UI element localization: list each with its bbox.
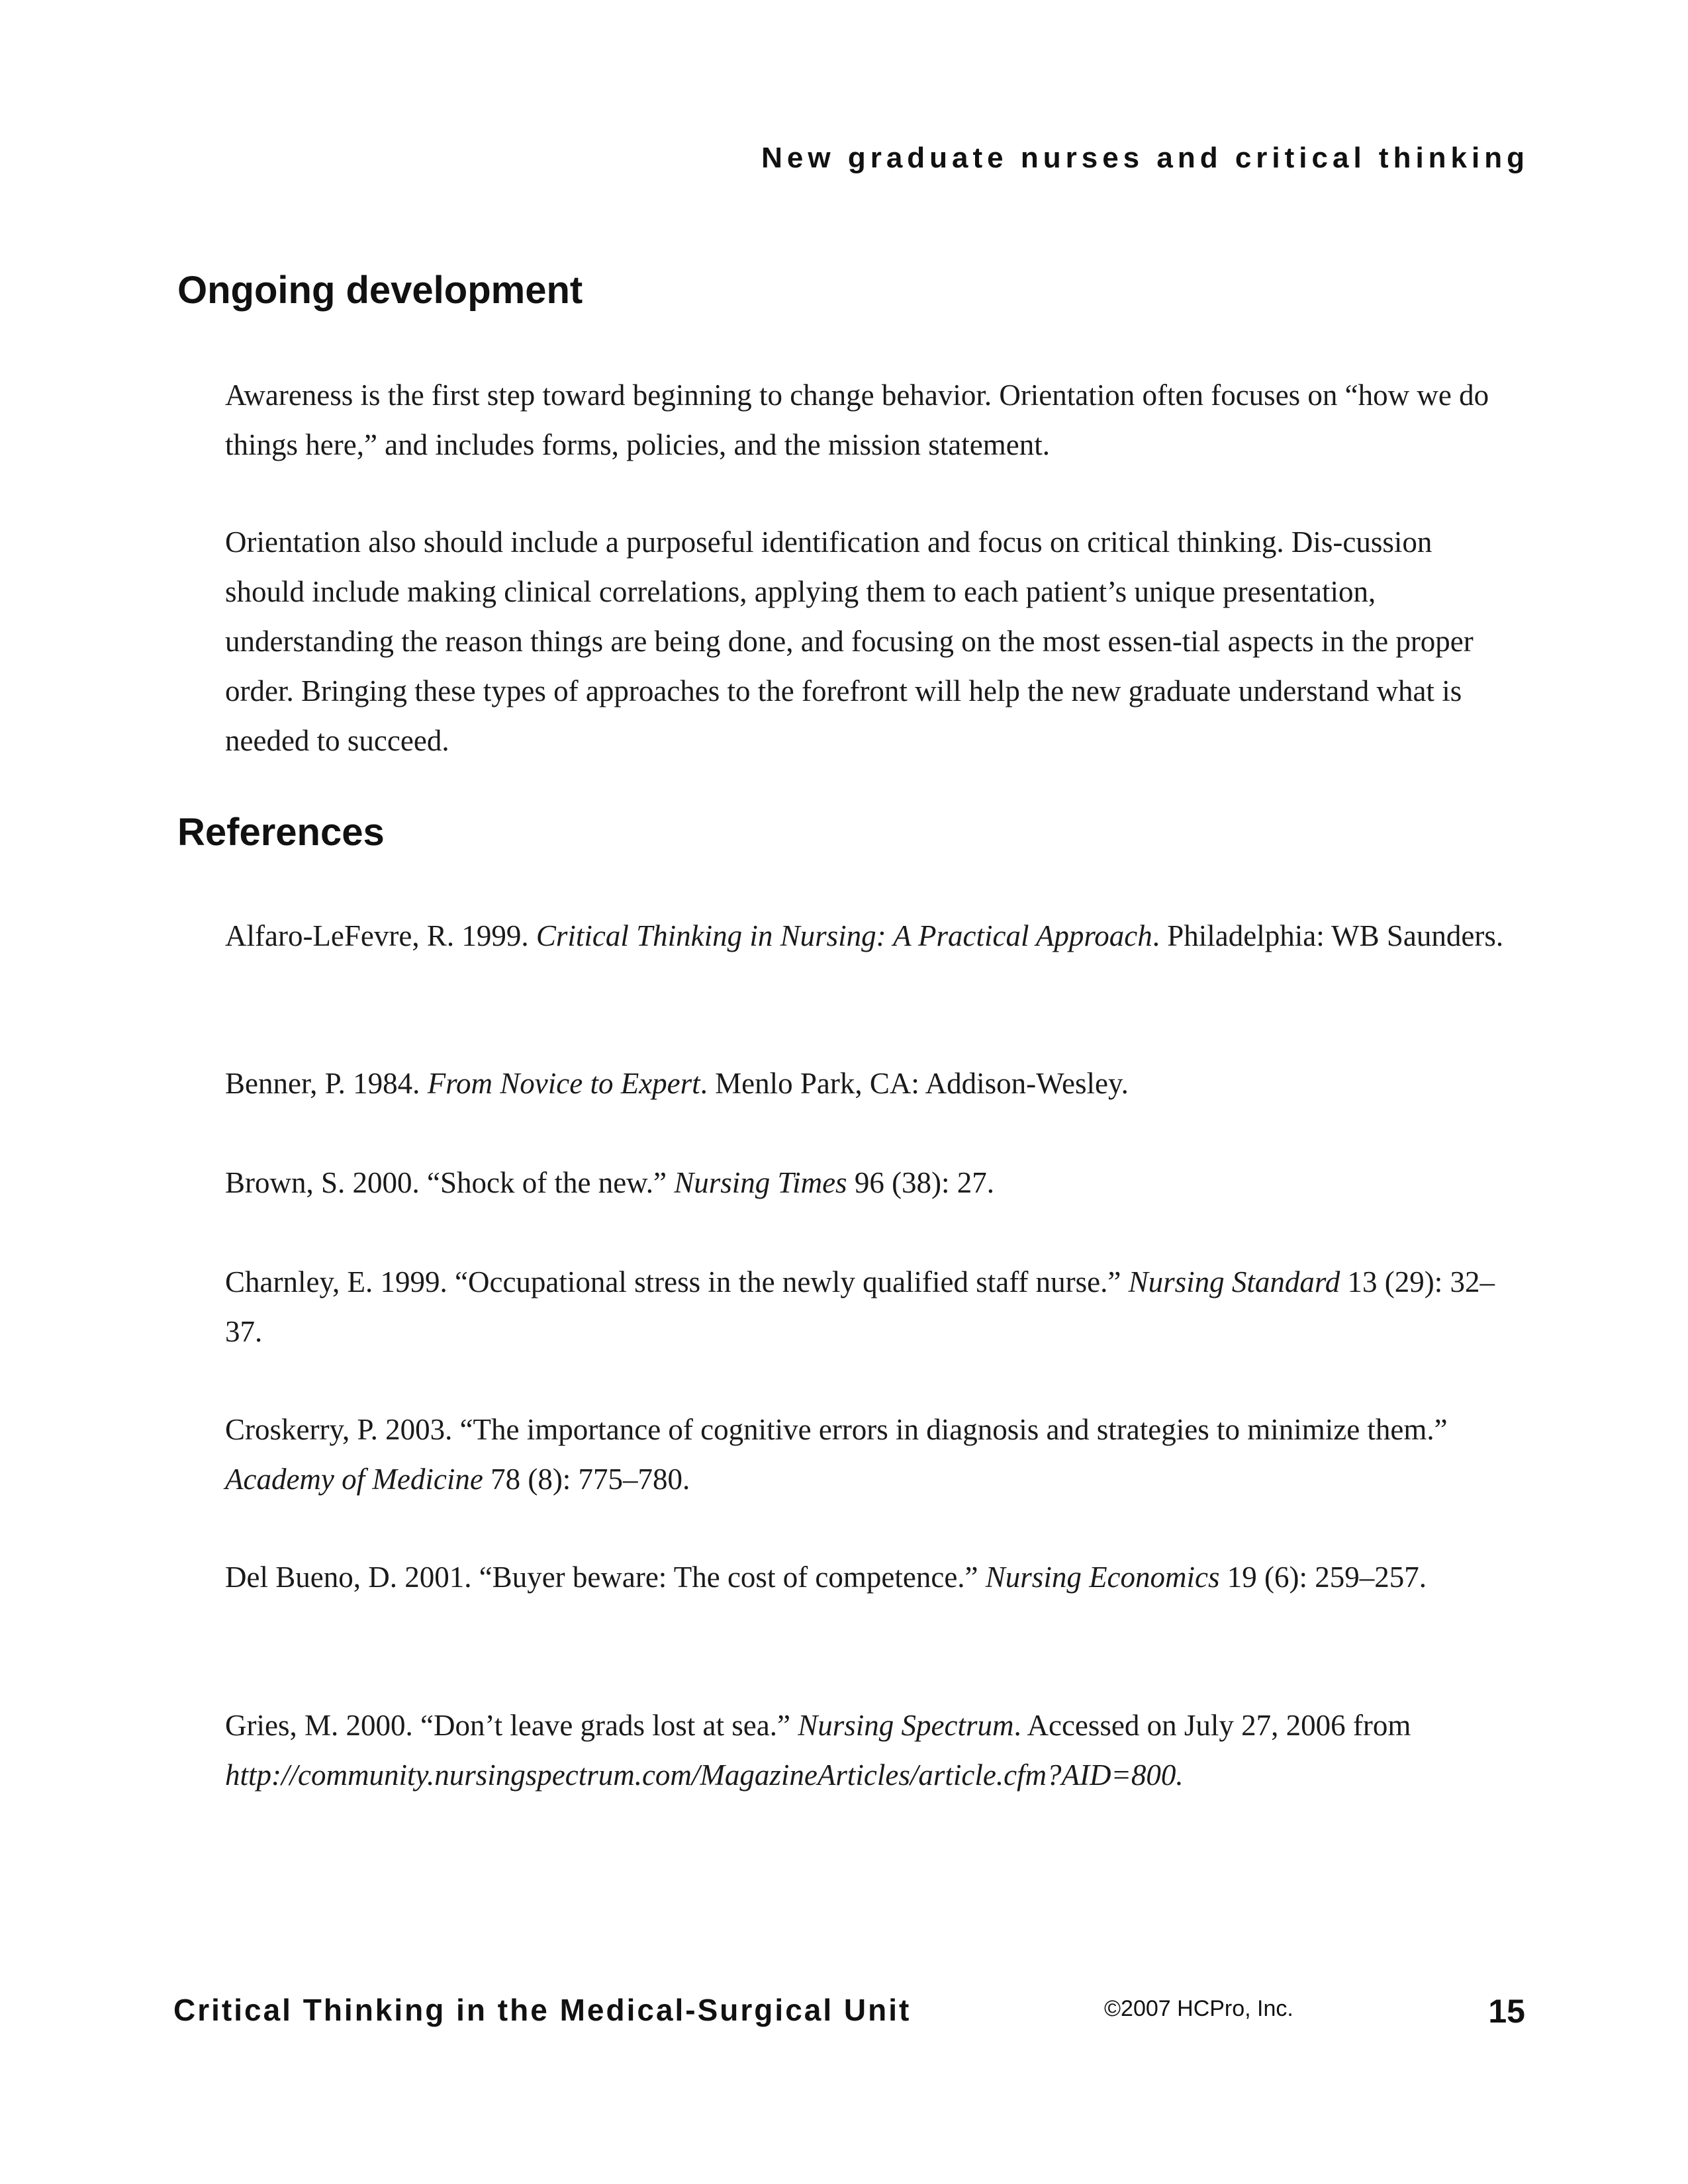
reference-title: Academy of Medicine xyxy=(225,1463,483,1496)
reference-title: Nursing Standard xyxy=(1128,1265,1340,1298)
reference-title: Nursing Economics xyxy=(985,1561,1220,1594)
reference-item xyxy=(225,1158,1506,1208)
running-head: New graduate nurses and critical thinking xyxy=(761,142,1529,174)
reference-text: 19 (6): 259–257. xyxy=(1219,1561,1427,1594)
reference-text: Benner, P. 1984. xyxy=(225,1067,428,1100)
footer-book-title: Critical Thinking in the Medical-Surgical Unit xyxy=(173,1993,912,2027)
reference-text: . Menlo Park, CA: Addison-Wesley. xyxy=(700,1067,1129,1100)
reference-item xyxy=(225,1257,1506,1357)
reference-item xyxy=(225,1701,1506,1800)
reference-item xyxy=(225,1553,1506,1602)
reference-text: Gries, M. 2000. “Don’t leave grads lost at sea.” xyxy=(225,1709,798,1742)
reference-item xyxy=(225,911,1506,961)
reference-title: Nursing Spectrum xyxy=(798,1709,1014,1742)
paragraph-awareness: Awareness is the first step toward beginning to change behavior. Orientation often focuses on “how we do things here,” and includes forms, policies, and the mission statement. xyxy=(225,379,1489,461)
paragraph-orientation: Orientation also should include a purposeful identification and focus on critical thinking. Dis-cussion should include making clinical correlations, applying them to each patient’s unique presentation, understanding the reason things are being done, and focusing on the most essen-tial aspects in the proper order. Bringing these types of approaches to the forefront will help the new graduate understand what is needed to succeed. xyxy=(225,525,1474,757)
reference-text: 13 (29): 32–37. xyxy=(225,1265,1495,1348)
footer-copyright: ©2007 HCPro, Inc. xyxy=(1104,1996,1293,2021)
reference-title: From Novice to Expert xyxy=(427,1067,700,1100)
reference-text: Croskerry, P. 2003. “The importance of cognitive errors in diagnosis and strategies to minimize them.” xyxy=(225,1413,1448,1446)
reference-text: . Philadelphia: WB Saunders. xyxy=(1152,919,1504,952)
reference-text: Alfaro-LeFevre, R. 1999. xyxy=(225,919,536,952)
reference-item xyxy=(225,1405,1506,1504)
reference-url-link[interactable]: http://community.nursingspectrum.com/MagazineArticles/article.cfm?AID=800. xyxy=(225,1758,1184,1792)
reference-text: Brown, S. 2000. “Shock of the new.” xyxy=(225,1166,675,1199)
reference-text: . Accessed on July 27, 2006 from xyxy=(1013,1709,1411,1742)
reference-item xyxy=(225,1059,1506,1109)
reference-text: 78 (8): 775–780. xyxy=(483,1463,690,1496)
reference-text: Del Bueno, D. 2001. “Buyer beware: The cost of competence.” xyxy=(225,1561,986,1594)
reference-text: Charnley, E. 1999. “Occupational stress in the newly qualified staff nurse.” xyxy=(225,1265,1129,1298)
section-heading-ongoing-development: Ongoing development xyxy=(177,269,583,312)
reference-title: Critical Thinking in Nursing: A Practical Approach xyxy=(536,919,1152,952)
section-heading-references: References xyxy=(177,811,385,854)
reference-text: 96 (38): 27. xyxy=(847,1166,995,1199)
page-number: 15 xyxy=(1488,1993,1525,2030)
reference-title: Nursing Times xyxy=(674,1166,847,1199)
